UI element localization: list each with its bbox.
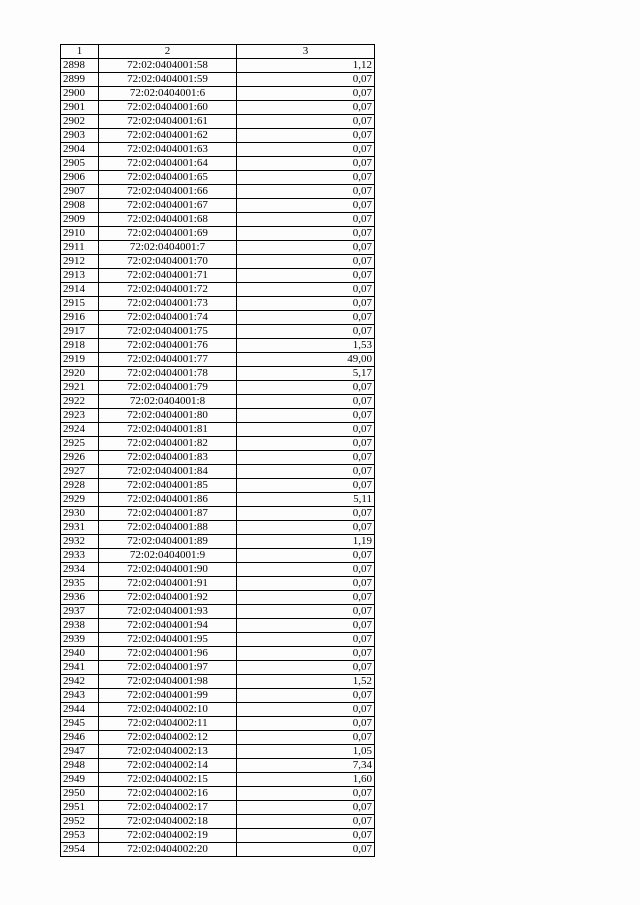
area-value: 0,07 [237, 507, 375, 521]
row-number: 2943 [61, 689, 99, 703]
cadastral-number: 72:02:0404001:58 [99, 59, 237, 73]
table-row [61, 255, 375, 269]
table-row [61, 815, 375, 829]
row-number: 2928 [61, 479, 99, 493]
row-number: 2950 [61, 787, 99, 801]
table-row [61, 381, 375, 395]
area-value: 0,07 [237, 591, 375, 605]
table-row [61, 171, 375, 185]
area-value: 0,07 [237, 633, 375, 647]
cadastral-number: 72:02:0404001:71 [99, 269, 237, 283]
table-row [61, 507, 375, 521]
table-row [61, 115, 375, 129]
table-row [61, 479, 375, 493]
cadastral-number: 72:02:0404001:87 [99, 507, 237, 521]
cadastral-number: 72:02:0404002:10 [99, 703, 237, 717]
table-row [61, 437, 375, 451]
row-number: 2922 [61, 395, 99, 409]
area-value: 1,53 [237, 339, 375, 353]
table-row [61, 731, 375, 745]
table-row [61, 619, 375, 633]
table-row [61, 409, 375, 423]
row-number: 2947 [61, 745, 99, 759]
row-number: 2920 [61, 367, 99, 381]
table-row [61, 465, 375, 479]
cadastral-number: 72:02:0404001:61 [99, 115, 237, 129]
cadastral-number: 72:02:0404002:16 [99, 787, 237, 801]
cadastral-number: 72:02:0404001:73 [99, 297, 237, 311]
area-value: 0,07 [237, 577, 375, 591]
area-value: 0,07 [237, 73, 375, 87]
row-number: 2904 [61, 143, 99, 157]
row-number: 2916 [61, 311, 99, 325]
row-number: 2923 [61, 409, 99, 423]
cadastral-number: 72:02:0404001:64 [99, 157, 237, 171]
area-value: 1,19 [237, 535, 375, 549]
row-number: 2931 [61, 521, 99, 535]
cadastral-number: 72:02:0404001:79 [99, 381, 237, 395]
area-value: 1,52 [237, 675, 375, 689]
area-value: 5,11 [237, 493, 375, 507]
table-row [61, 675, 375, 689]
cadastral-number: 72:02:0404002:18 [99, 815, 237, 829]
cadastral-number: 72:02:0404002:20 [99, 843, 237, 857]
cadastral-number: 72:02:0404001:91 [99, 577, 237, 591]
cadastral-number: 72:02:0404001:7 [99, 241, 237, 255]
row-number: 2900 [61, 87, 99, 101]
cadastral-number: 72:02:0404001:77 [99, 353, 237, 367]
table-row [61, 535, 375, 549]
column-header-value: 3 [237, 45, 375, 59]
area-value: 0,07 [237, 101, 375, 115]
area-value: 49,00 [237, 353, 375, 367]
table-row [61, 605, 375, 619]
area-value: 1,12 [237, 59, 375, 73]
row-number: 2913 [61, 269, 99, 283]
row-number: 2898 [61, 59, 99, 73]
area-value: 0,07 [237, 479, 375, 493]
cadastral-number: 72:02:0404001:88 [99, 521, 237, 535]
area-value: 0,07 [237, 227, 375, 241]
cadastral-number: 72:02:0404001:68 [99, 213, 237, 227]
table-row [61, 353, 375, 367]
area-value: 0,07 [237, 255, 375, 269]
row-number: 2927 [61, 465, 99, 479]
area-value: 0,07 [237, 829, 375, 843]
area-value: 0,07 [237, 185, 375, 199]
row-number: 2907 [61, 185, 99, 199]
cadastral-number: 72:02:0404001:6 [99, 87, 237, 101]
area-value: 0,07 [237, 605, 375, 619]
cadastral-number: 72:02:0404001:76 [99, 339, 237, 353]
cadastral-number: 72:02:0404001:9 [99, 549, 237, 563]
row-number: 2925 [61, 437, 99, 451]
cadastral-number: 72:02:0404001:90 [99, 563, 237, 577]
cadastral-number: 72:02:0404001:94 [99, 619, 237, 633]
cadastral-number: 72:02:0404001:74 [99, 311, 237, 325]
area-value: 0,07 [237, 731, 375, 745]
cadastral-number: 72:02:0404001:85 [99, 479, 237, 493]
table-row [61, 703, 375, 717]
area-value: 0,07 [237, 143, 375, 157]
row-number: 2915 [61, 297, 99, 311]
area-value: 0,07 [237, 717, 375, 731]
area-value: 1,60 [237, 773, 375, 787]
row-number: 2903 [61, 129, 99, 143]
table-row [61, 185, 375, 199]
table-row [61, 297, 375, 311]
table-row [61, 87, 375, 101]
cadastral-number: 72:02:0404001:80 [99, 409, 237, 423]
area-value: 0,07 [237, 787, 375, 801]
table-row [61, 787, 375, 801]
area-value: 1,05 [237, 745, 375, 759]
area-value: 0,07 [237, 465, 375, 479]
row-number: 2949 [61, 773, 99, 787]
table-row [61, 647, 375, 661]
area-value: 0,07 [237, 423, 375, 437]
cadastral-number: 72:02:0404001:98 [99, 675, 237, 689]
cadastral-number: 72:02:0404001:70 [99, 255, 237, 269]
table-row [61, 367, 375, 381]
cadastral-number: 72:02:0404002:17 [99, 801, 237, 815]
area-value: 0,07 [237, 437, 375, 451]
area-value: 0,07 [237, 647, 375, 661]
cadastral-number: 72:02:0404001:95 [99, 633, 237, 647]
area-value: 0,07 [237, 451, 375, 465]
cadastral-number: 72:02:0404001:8 [99, 395, 237, 409]
row-number: 2901 [61, 101, 99, 115]
table-row [61, 423, 375, 437]
cadastral-number: 72:02:0404001:66 [99, 185, 237, 199]
row-number: 2912 [61, 255, 99, 269]
cadastral-number: 72:02:0404001:96 [99, 647, 237, 661]
cadastral-number: 72:02:0404001:78 [99, 367, 237, 381]
area-value: 0,07 [237, 213, 375, 227]
area-value: 0,07 [237, 199, 375, 213]
cadastral-number: 72:02:0404002:14 [99, 759, 237, 773]
area-value: 0,07 [237, 311, 375, 325]
area-value: 0,07 [237, 395, 375, 409]
area-value: 0,07 [237, 521, 375, 535]
cadastral-number: 72:02:0404001:65 [99, 171, 237, 185]
row-number: 2919 [61, 353, 99, 367]
row-number: 2940 [61, 647, 99, 661]
area-value: 0,07 [237, 661, 375, 675]
area-value: 0,07 [237, 689, 375, 703]
cadastral-number: 72:02:0404002:19 [99, 829, 237, 843]
cadastral-number: 72:02:0404001:97 [99, 661, 237, 675]
row-number: 2926 [61, 451, 99, 465]
table-row [61, 591, 375, 605]
table-row [61, 563, 375, 577]
row-number: 2905 [61, 157, 99, 171]
row-number: 2953 [61, 829, 99, 843]
table-row [61, 283, 375, 297]
row-number: 2933 [61, 549, 99, 563]
row-number: 2944 [61, 703, 99, 717]
area-value: 0,07 [237, 269, 375, 283]
area-value: 0,07 [237, 325, 375, 339]
row-number: 2911 [61, 241, 99, 255]
cadastral-number: 72:02:0404001:82 [99, 437, 237, 451]
cadastral-number: 72:02:0404002:12 [99, 731, 237, 745]
area-value: 7,34 [237, 759, 375, 773]
table-row [61, 801, 375, 815]
cadastral-number: 72:02:0404002:13 [99, 745, 237, 759]
area-value: 0,07 [237, 409, 375, 423]
row-number: 2929 [61, 493, 99, 507]
row-number: 2938 [61, 619, 99, 633]
row-number: 2902 [61, 115, 99, 129]
area-value: 0,07 [237, 157, 375, 171]
table-row [61, 157, 375, 171]
table-row [61, 101, 375, 115]
table-row [61, 717, 375, 731]
row-number: 2934 [61, 563, 99, 577]
cadastral-number: 72:02:0404001:93 [99, 605, 237, 619]
cadastral-number: 72:02:0404001:84 [99, 465, 237, 479]
cadastral-number: 72:02:0404001:81 [99, 423, 237, 437]
row-number: 2954 [61, 843, 99, 857]
row-number: 2910 [61, 227, 99, 241]
area-value: 0,07 [237, 115, 375, 129]
row-number: 2945 [61, 717, 99, 731]
table-row [61, 395, 375, 409]
row-number: 2899 [61, 73, 99, 87]
cadastral-number: 72:02:0404001:86 [99, 493, 237, 507]
area-value: 0,07 [237, 283, 375, 297]
table-row [61, 745, 375, 759]
row-number: 2936 [61, 591, 99, 605]
row-number: 2952 [61, 815, 99, 829]
area-value: 0,07 [237, 619, 375, 633]
cadastral-number: 72:02:0404001:60 [99, 101, 237, 115]
cadastral-number: 72:02:0404002:15 [99, 773, 237, 787]
row-number: 2908 [61, 199, 99, 213]
row-number: 2951 [61, 801, 99, 815]
area-value: 0,07 [237, 563, 375, 577]
cadastral-number: 72:02:0404001:92 [99, 591, 237, 605]
table-row [61, 549, 375, 563]
table-header-row [61, 45, 375, 59]
table-row [61, 577, 375, 591]
row-number: 2917 [61, 325, 99, 339]
cadastral-number: 72:02:0404001:69 [99, 227, 237, 241]
area-value: 0,07 [237, 843, 375, 857]
area-value: 5,17 [237, 367, 375, 381]
column-header-cadastral: 2 [99, 45, 237, 59]
table-row [61, 227, 375, 241]
table-row [61, 689, 375, 703]
area-value: 0,07 [237, 297, 375, 311]
table-row [61, 241, 375, 255]
row-number: 2941 [61, 661, 99, 675]
row-number: 2948 [61, 759, 99, 773]
cadastral-number: 72:02:0404001:63 [99, 143, 237, 157]
table-row [61, 843, 375, 857]
row-number: 2924 [61, 423, 99, 437]
cadastral-number: 72:02:0404001:72 [99, 283, 237, 297]
table-row [61, 143, 375, 157]
row-number: 2921 [61, 381, 99, 395]
row-number: 2942 [61, 675, 99, 689]
cadastral-number: 72:02:0404001:89 [99, 535, 237, 549]
table-row [61, 773, 375, 787]
row-number: 2914 [61, 283, 99, 297]
row-number: 2932 [61, 535, 99, 549]
cadastral-number: 72:02:0404001:62 [99, 129, 237, 143]
cadastral-number: 72:02:0404001:75 [99, 325, 237, 339]
table-row [61, 311, 375, 325]
row-number: 2906 [61, 171, 99, 185]
table-row [61, 661, 375, 675]
row-number: 2918 [61, 339, 99, 353]
table-row [61, 829, 375, 843]
column-header-number: 1 [61, 45, 99, 59]
table-row [61, 59, 375, 73]
table-row [61, 325, 375, 339]
cadastral-number: 72:02:0404001:99 [99, 689, 237, 703]
area-value: 0,07 [237, 129, 375, 143]
table-row [61, 759, 375, 773]
table-row [61, 269, 375, 283]
cadastral-number: 72:02:0404001:59 [99, 73, 237, 87]
area-value: 0,07 [237, 801, 375, 815]
land-plot-table [60, 44, 375, 857]
table-row [61, 129, 375, 143]
row-number: 2937 [61, 605, 99, 619]
cadastral-number: 72:02:0404001:67 [99, 199, 237, 213]
cadastral-number: 72:02:0404002:11 [99, 717, 237, 731]
row-number: 2946 [61, 731, 99, 745]
table-row [61, 493, 375, 507]
row-number: 2930 [61, 507, 99, 521]
row-number: 2935 [61, 577, 99, 591]
area-value: 0,07 [237, 381, 375, 395]
table-body [61, 59, 375, 857]
row-number: 2939 [61, 633, 99, 647]
cadastral-number: 72:02:0404001:83 [99, 451, 237, 465]
area-value: 0,07 [237, 815, 375, 829]
table-row [61, 521, 375, 535]
area-value: 0,07 [237, 241, 375, 255]
table-row [61, 633, 375, 647]
table-row [61, 213, 375, 227]
table-row [61, 199, 375, 213]
table-row [61, 339, 375, 353]
area-value: 0,07 [237, 549, 375, 563]
table-row [61, 73, 375, 87]
row-number: 2909 [61, 213, 99, 227]
area-value: 0,07 [237, 171, 375, 185]
table-row [61, 451, 375, 465]
area-value: 0,07 [237, 87, 375, 101]
area-value: 0,07 [237, 703, 375, 717]
